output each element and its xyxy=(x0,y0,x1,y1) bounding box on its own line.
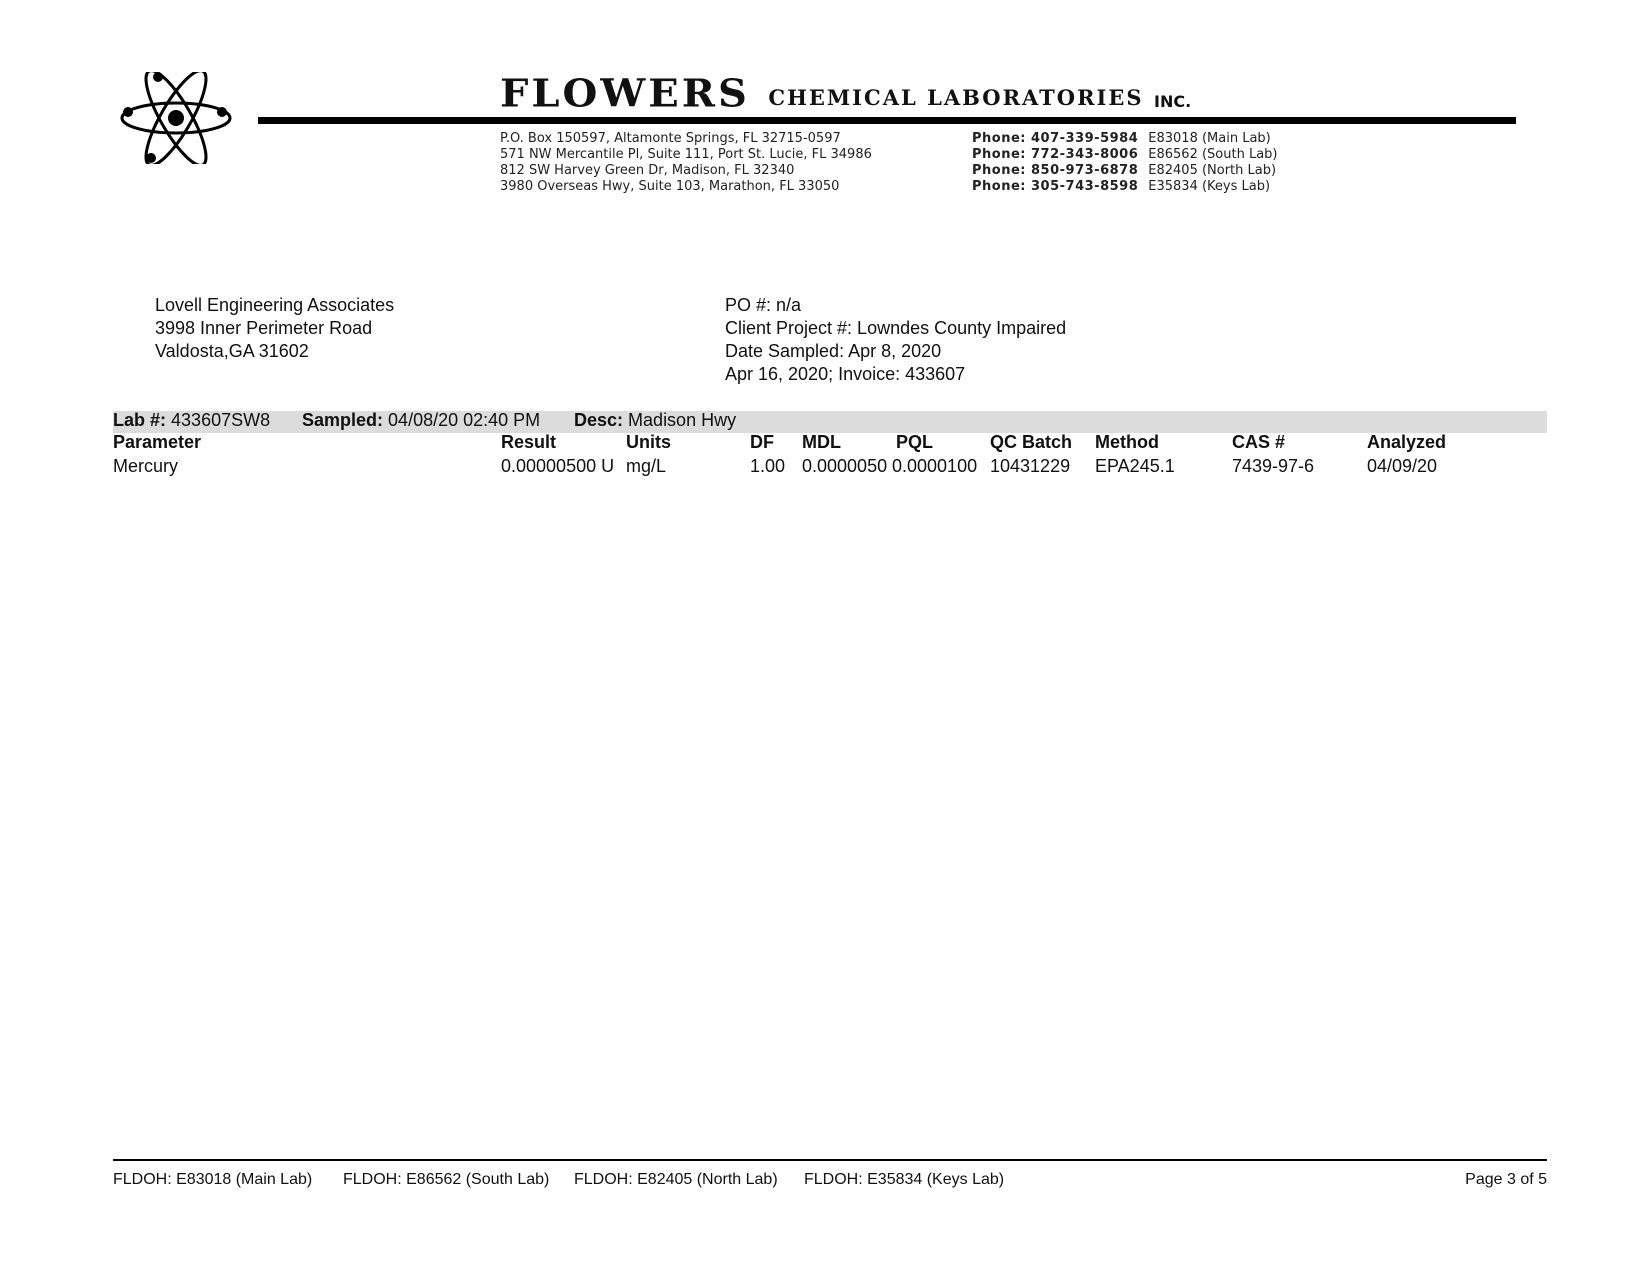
header-analyzed: Analyzed xyxy=(1367,432,1447,452)
lab-code: E35834 (Keys Lab) xyxy=(1148,179,1271,194)
po-number: PO #: n/a xyxy=(725,295,802,315)
cell-parameter: Mercury xyxy=(113,456,179,476)
lab-number-value: 433607SW8 xyxy=(171,410,271,430)
lab-code: E83018 (Main Lab) xyxy=(1148,131,1271,146)
client-city: Valdosta,GA 31602 xyxy=(155,341,309,361)
phone-line xyxy=(972,179,1270,194)
header-units: Units xyxy=(626,432,671,452)
page-number: Page 3 of 5 xyxy=(1465,1171,1547,1188)
brand-inc: INC. xyxy=(1153,92,1192,111)
address-line: 571 NW Mercantile Pl, Suite 111, Port St. Lucie, FL 34986 xyxy=(500,147,872,162)
client-street: 3998 Inner Perimeter Road xyxy=(155,318,373,338)
company-brand xyxy=(500,70,1191,117)
footer-lab-north: FLDOH: E82405 (North Lab) xyxy=(574,1171,778,1188)
atom-icon xyxy=(118,72,238,164)
cell-result: 0.00000500 U xyxy=(501,456,615,476)
phone-number: Phone: 772-343-8006 xyxy=(972,147,1139,162)
lab-code: E82405 (North Lab) xyxy=(1148,163,1277,178)
brand-subtitle: CHEMICAL LABORATORIES xyxy=(768,85,1144,110)
lab-number-label: Lab #: xyxy=(113,410,167,430)
phone-line xyxy=(972,131,1271,146)
lab-number xyxy=(113,410,270,431)
cell-df: 1.00 xyxy=(750,456,786,476)
brand-name: FLOWERS xyxy=(500,71,750,116)
desc-value: Madison Hwy xyxy=(628,410,737,430)
header-df: DF xyxy=(750,432,774,452)
address-line: 812 SW Harvey Green Dr, Madison, FL 32340 xyxy=(500,163,795,178)
sampled-label: Sampled: xyxy=(302,410,384,430)
header-parameter: Parameter xyxy=(113,432,202,452)
footer-lab-south: FLDOH: E86562 (South Lab) xyxy=(343,1171,550,1188)
desc-label: Desc: xyxy=(574,410,624,430)
lab-code: E86562 (South Lab) xyxy=(1148,147,1278,162)
phone-number: Phone: 407-339-5984 xyxy=(972,131,1139,146)
invoice-line: Apr 16, 2020; Invoice: 433607 xyxy=(725,364,966,384)
footer-rule xyxy=(113,1159,1547,1161)
header-method: Method xyxy=(1095,432,1159,452)
address-line: 3980 Overseas Hwy, Suite 103, Marathon, FL 33050 xyxy=(500,179,840,194)
header-result: Result xyxy=(501,432,557,452)
header-mdl: MDL xyxy=(802,432,841,452)
header-qc-batch: QC Batch xyxy=(990,432,1073,452)
header-rule xyxy=(258,117,1516,124)
sample-description xyxy=(574,410,736,431)
phone-line xyxy=(972,147,1278,162)
sampled-datetime xyxy=(302,410,540,431)
footer-lab-main: FLDOH: E83018 (Main Lab) xyxy=(113,1171,313,1188)
header-cas: CAS # xyxy=(1232,432,1286,452)
client-name: Lovell Engineering Associates xyxy=(155,295,395,315)
header-pql: PQL xyxy=(896,432,934,452)
cell-pql: 0.0000100 xyxy=(892,456,978,476)
phone-number: Phone: 850-973-6878 xyxy=(972,163,1139,178)
address-line: P.O. Box 150597, Altamonte Springs, FL 32715-0597 xyxy=(500,131,841,146)
cell-mdl: 0.0000050 xyxy=(802,456,888,476)
sampled-value: 04/08/20 02:40 PM xyxy=(388,410,541,430)
cell-cas: 7439-97-6 xyxy=(1232,456,1315,476)
phone-line xyxy=(972,163,1276,178)
cell-units: mg/L xyxy=(626,456,667,476)
client-project: Client Project #: Lowndes County Impaired xyxy=(725,318,1067,338)
cell-qc-batch: 10431229 xyxy=(990,456,1071,476)
cell-method: EPA245.1 xyxy=(1095,456,1175,476)
phone-number: Phone: 305-743-8598 xyxy=(972,179,1139,194)
cell-analyzed: 04/09/20 xyxy=(1367,456,1438,476)
footer-lab-keys: FLDOH: E35834 (Keys Lab) xyxy=(804,1171,1005,1188)
date-sampled: Date Sampled: Apr 8, 2020 xyxy=(725,341,942,361)
